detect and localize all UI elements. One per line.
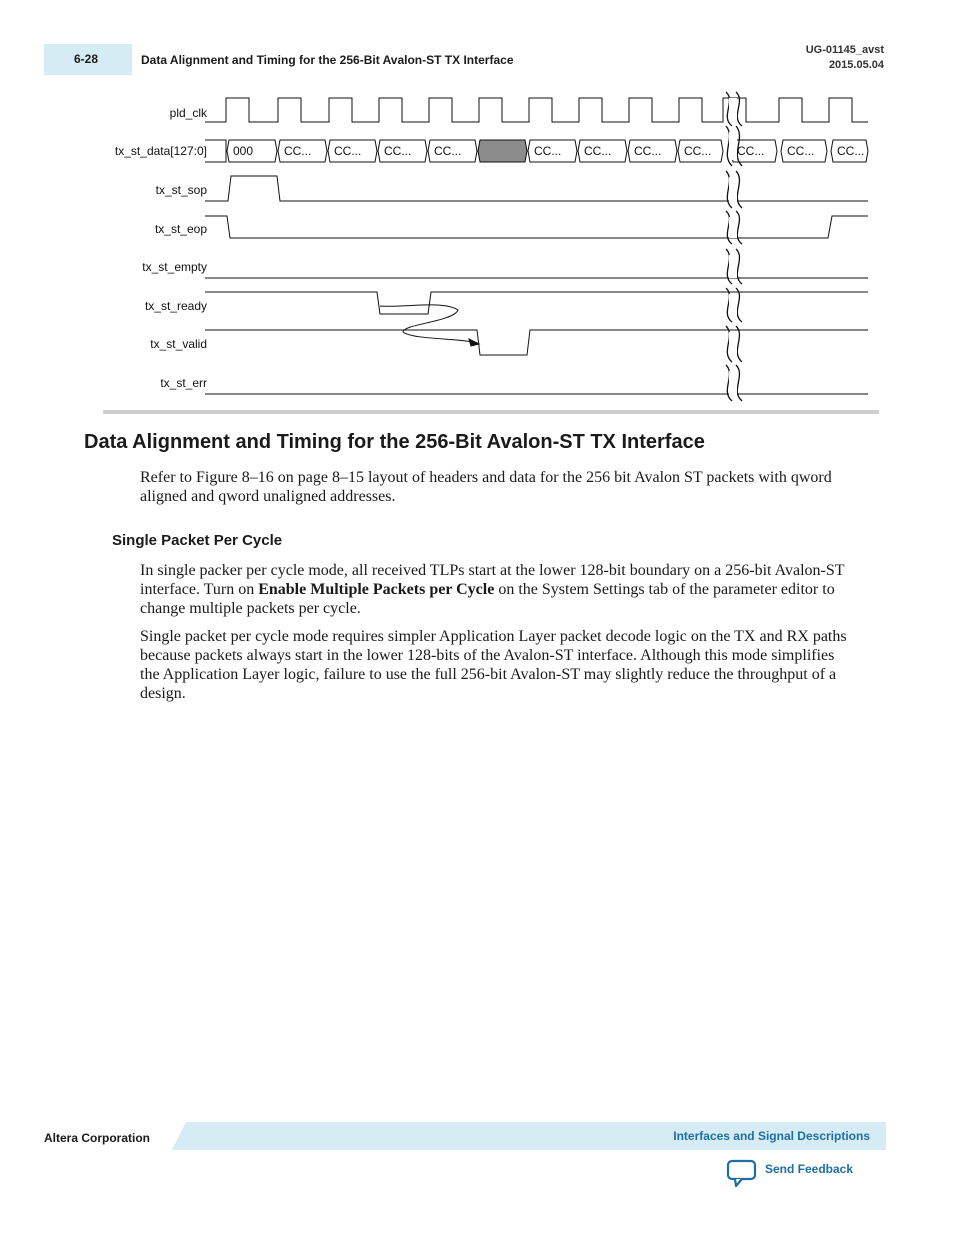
timing-break-gap	[729, 132, 737, 160]
subsection-title: Single Packet Per Cycle	[112, 532, 283, 549]
document-id-block	[806, 43, 884, 73]
document-id: UG-01145_avst	[805, 44, 884, 56]
document-date: 2015.05.04	[828, 59, 884, 71]
send-feedback-link[interactable]: Send Feedback	[765, 1162, 854, 1176]
signal-label: tx_st_data[127:0]	[114, 144, 207, 159]
timing-break-gap	[729, 294, 737, 316]
running-header-title: Data Alignment and Timing for the 256-Bit Avalon-ST TX Interface	[141, 53, 514, 67]
data-bus-cell-label: CC...	[684, 144, 712, 159]
intro-paragraph: Refer to Figure 8–16 on page 8–15 layout of headers and data for the 256 bit Avalon ST packets with qword aligned and qword unaligned addresses.	[140, 469, 832, 505]
timing-break-gap	[729, 255, 737, 278]
data-bus-cell-label: CC...	[787, 144, 815, 159]
chapter-link[interactable]: Interfaces and Signal Descriptions	[673, 1129, 870, 1143]
section-title: Data Alignment and Timing for the 256-Bit Avalon-ST TX Interface	[84, 431, 705, 453]
data-bus-cell-label: CC...	[534, 144, 562, 159]
tx-st-ready-waveform	[205, 292, 868, 314]
data-bus-cell-label: CC...	[434, 144, 462, 159]
signal-label: tx_st_sop	[155, 183, 207, 198]
footer-band-slant	[172, 1122, 186, 1150]
data-bus-cell-label: CC...	[737, 144, 765, 159]
signal-label: tx_st_valid	[150, 337, 207, 352]
data-bus-cell-label: CC...	[837, 144, 865, 159]
signal-label: tx_st_err	[160, 376, 207, 391]
pld-clk-waveform	[205, 98, 868, 122]
paragraph-1-text-a: In single packer per cycle mode, all received TLPs start at the lower 128-bit boundary on a 256-bit Avalon-ST interface. Turn on	[140, 562, 845, 598]
tx-st-valid-waveform	[205, 330, 868, 355]
data-bus-cell-label: 000	[233, 144, 254, 159]
timing-break-gap	[729, 177, 737, 202]
tx-st-eop-waveform	[205, 216, 868, 238]
timing-break-gap	[729, 217, 737, 238]
timing-diagram	[103, 86, 879, 414]
timing-break-gap	[729, 371, 737, 395]
timing-break-gap	[729, 98, 737, 120]
data-bus-cell-label: CC...	[284, 144, 312, 159]
figure-bottom-rule	[103, 410, 879, 414]
page-number: 6-28	[74, 52, 99, 66]
timing-diagram-svg	[103, 86, 879, 414]
paragraph-1-text-b: on the System Settings tab of the parameter editor to change multiple packets per cycle.	[140, 581, 835, 617]
header-tab-slant	[112, 44, 132, 75]
paragraph-2: Single packet per cycle mode requires simpler Application Layer packet decode logic on the TX and RX paths because packets always start in the lower 128-bits of the Avalon-ST interface. Although this mode simplifies the Application Layer logic, failure to use the full 256-bit Avalon-ST may slightly reduce the throughput of a design.	[140, 628, 847, 702]
signal-label: pld_clk	[169, 106, 207, 121]
paragraph-1	[140, 561, 854, 618]
signal-label: tx_st_ready	[144, 299, 207, 314]
ready-to-valid-arrowhead	[469, 339, 479, 346]
data-bus-leading-edge	[205, 140, 226, 162]
data-bus-cell-label: CC...	[634, 144, 662, 159]
signal-label: tx_st_empty	[142, 260, 207, 275]
data-bus-cell-label: CC...	[584, 144, 612, 159]
timing-break-gap	[729, 332, 737, 356]
signal-label: tx_st_eop	[154, 222, 207, 237]
enable-multiple-packets-option: Enable Multiple Packets per Cycle	[258, 581, 495, 598]
tx-st-sop-waveform	[205, 176, 868, 201]
data-bus-cell	[478, 140, 527, 162]
footer-company: Altera Corporation	[44, 1131, 151, 1145]
data-bus-cell-label: CC...	[334, 144, 362, 159]
feedback-speech-bubble-icon[interactable]	[726, 1158, 758, 1188]
data-bus-cell-label: CC...	[384, 144, 412, 159]
